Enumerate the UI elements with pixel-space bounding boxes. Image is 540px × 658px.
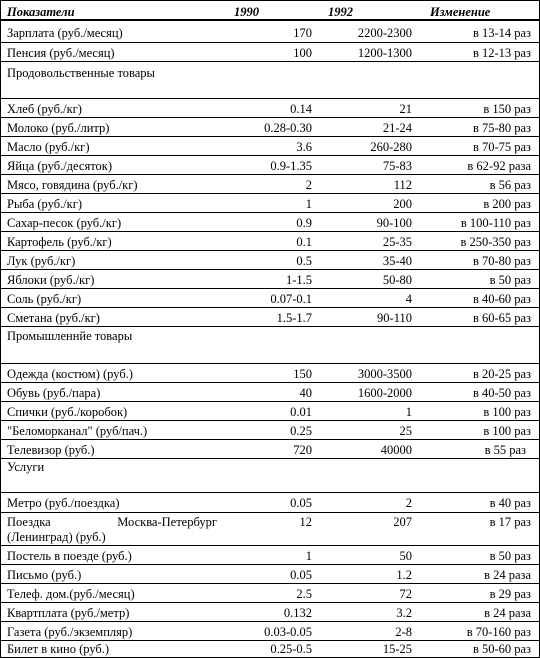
- row-value-1992: 50: [399, 549, 412, 563]
- row-value-1990: 0.1: [296, 235, 312, 249]
- row-label: Письмо (руб.): [7, 568, 82, 582]
- section-row: [1, 459, 539, 493]
- row-value-1990: 0.9: [296, 216, 312, 230]
- table-row: [1, 383, 539, 402]
- table-row: [1, 118, 539, 137]
- row-label: Картофель (руб./кг): [7, 235, 112, 249]
- row-value-1990: 0.01: [290, 405, 312, 419]
- row-value-1990: 40: [299, 386, 312, 400]
- row-value-1990: 0.05: [290, 496, 312, 510]
- table-row: [1, 584, 539, 603]
- table-row: [1, 308, 539, 327]
- row-value-1992: 1.2: [396, 568, 412, 582]
- row-value-1992: 40000: [380, 443, 412, 457]
- row-change: в 75-80 раз: [472, 121, 531, 135]
- row-change: в 70-75 раз: [472, 140, 531, 154]
- row-label: Квартплата (руб./метр): [7, 606, 130, 620]
- row-change: в 24 раза: [484, 568, 531, 582]
- section-row: [1, 62, 539, 99]
- row-change: в 70-80 раз: [472, 254, 531, 268]
- table-row: [1, 641, 539, 657]
- table-row: [1, 175, 539, 194]
- row-value-1990: 12: [299, 515, 312, 529]
- table-row: [1, 232, 539, 251]
- row-value-1992: 207: [393, 515, 412, 529]
- row-value-1990: 1.5-1.7: [276, 311, 312, 325]
- row-label-line-1: Поездка Москва-Петербург: [7, 515, 217, 529]
- row-value-1990: 0.28-0.30: [264, 121, 312, 135]
- row-value-1992: 112: [393, 178, 412, 192]
- row-change: в 200 раз: [483, 197, 531, 211]
- row-value-1992: 21: [399, 102, 412, 116]
- row-label: Хлеб (руб./кг): [7, 102, 82, 116]
- section-title: Услуги: [7, 460, 45, 474]
- row-value-1990: 0.25-0.5: [270, 642, 312, 656]
- row-change: в 50-60 раз: [472, 642, 531, 656]
- table-row: [1, 565, 539, 584]
- row-change: в 24 раза: [484, 606, 531, 620]
- row-value-1992: 1: [405, 405, 412, 419]
- table-row: [1, 493, 539, 513]
- row-value-1992: 75-83: [382, 159, 412, 173]
- row-change: в 40-50 раз: [472, 386, 531, 400]
- row-value-1990: 0.14: [290, 102, 312, 116]
- row-value-1992: 21-24: [382, 121, 412, 135]
- row-value-1990: 0.05: [290, 568, 312, 582]
- row-label: Яблоки (руб./кг): [7, 273, 95, 287]
- table-row: [1, 364, 539, 383]
- header-1990: 1990: [234, 5, 259, 19]
- section-title: Промышленнйе товары: [7, 329, 133, 343]
- table-row: [1, 194, 539, 213]
- row-change: в 12-13 раз: [472, 46, 531, 60]
- row-value-1992: 1600-2000: [357, 386, 412, 400]
- row-value-1992: 200: [393, 197, 412, 211]
- header-indicators: Показатели: [7, 5, 75, 19]
- row-value-1992: 1200-1300: [357, 46, 412, 60]
- table-row: [1, 213, 539, 232]
- row-value-1990: 150: [293, 367, 312, 381]
- row-label: [7, 515, 217, 545]
- table-row: [1, 270, 539, 289]
- row-change: в 70-160 раз: [466, 625, 531, 639]
- row-value-1990: 0.5: [296, 254, 312, 268]
- table-row: [1, 402, 539, 421]
- row-value-1990: 0.132: [283, 606, 312, 620]
- row-label: Рыба (руб./кг): [7, 197, 83, 211]
- table-row: [1, 43, 539, 62]
- row-change: в 250-350 раз: [460, 235, 531, 249]
- row-label: Спички (руб./коробок): [7, 405, 128, 419]
- row-value-1990: 1-1.5: [285, 273, 312, 287]
- row-label: Газета (руб./экземпляр): [7, 625, 133, 639]
- row-value-1990: 170: [293, 26, 312, 40]
- row-label: Телевизор (руб.): [7, 443, 95, 457]
- table-row: [1, 156, 539, 175]
- row-label-line-2: (Ленинград) (руб.): [7, 530, 106, 544]
- section-row: [1, 327, 539, 364]
- row-change: в 62-92 раза: [467, 159, 531, 173]
- row-value-1992: 2-8: [395, 625, 412, 639]
- table-row: [1, 21, 539, 43]
- row-value-1992: 2: [405, 496, 412, 510]
- row-value-1992: 4: [405, 292, 412, 306]
- row-change: в 20-25 раз: [472, 367, 531, 381]
- table-row: [1, 137, 539, 156]
- row-label: Телеф. дом.(руб./месяц): [7, 587, 135, 601]
- row-value-1990: 3.6: [296, 140, 312, 154]
- row-value-1992: 2200-2300: [357, 26, 412, 40]
- row-label: Молоко (руб./литр): [7, 121, 110, 135]
- row-change: в 40-60 раз: [472, 292, 531, 306]
- row-change: в 13-14 раз: [472, 26, 531, 40]
- row-value-1990: 1: [305, 197, 312, 211]
- row-change: в 100 раз: [483, 405, 531, 419]
- header-1992: 1992: [328, 5, 353, 19]
- row-value-1992: 72: [399, 587, 412, 601]
- row-change: в 55 раз: [484, 443, 526, 457]
- row-label: Сахар-песок (руб./кг): [7, 216, 122, 230]
- table-row: [1, 289, 539, 308]
- row-label: Билет в кино (руб.): [7, 642, 110, 656]
- row-value-1992: 25: [399, 424, 412, 438]
- row-label: Постель в поезде (руб.): [7, 549, 132, 563]
- row-value-1990: 1: [305, 549, 312, 563]
- row-value-1990: 0.25: [290, 424, 312, 438]
- row-label: Масло (руб./кг): [7, 140, 90, 154]
- row-label: Яйца (руб./десяток): [7, 159, 112, 173]
- row-value-1990: 720: [293, 443, 312, 457]
- table-row: [1, 99, 539, 118]
- row-value-1990: 2.5: [296, 587, 312, 601]
- row-label: Соль (руб./кг): [7, 292, 82, 306]
- row-label: "Беломорканал" (руб/пач.): [7, 424, 148, 438]
- row-value-1992: 260-280: [370, 140, 412, 154]
- row-label: Мясо, говядина (руб./кг): [7, 178, 138, 192]
- row-change: в 40 раз: [489, 496, 531, 510]
- row-value-1992: 3000-3500: [357, 367, 412, 381]
- table-row: [1, 251, 539, 270]
- row-change: в 29 раз: [489, 587, 531, 601]
- row-label: Зарплата (руб./месяц): [7, 26, 123, 40]
- row-change: в 100 раз: [483, 424, 531, 438]
- row-change: в 56 раз: [489, 178, 531, 192]
- table-row: [1, 440, 539, 459]
- row-value-1992: 3.2: [396, 606, 412, 620]
- section-title: Продовольственные товары: [7, 66, 155, 80]
- row-label: Пенсия (руб./месяц): [7, 46, 115, 60]
- row-change: в 50 раз: [489, 273, 531, 287]
- row-change: в 60-65 раз: [472, 311, 531, 325]
- table-row: [1, 546, 539, 565]
- row-value-1990: 0.07-0.1: [270, 292, 312, 306]
- row-label: Лук (руб./кг): [7, 254, 76, 268]
- row-label: Обувь (руб./пара): [7, 386, 101, 400]
- table-row: [1, 603, 539, 622]
- row-label: Одежда (костюм) (руб.): [7, 367, 133, 381]
- row-value-1992: 90-110: [377, 311, 412, 325]
- table-row: [1, 513, 539, 546]
- table-header: [1, 1, 539, 21]
- table-row: [1, 421, 539, 440]
- row-change: в 17 раз: [489, 515, 531, 529]
- row-change: в 50 раз: [489, 549, 531, 563]
- header-change: Изменение: [430, 5, 491, 19]
- row-value-1992: 15-25: [382, 642, 412, 656]
- row-label: Метро (руб./поездка): [7, 496, 120, 510]
- row-value-1992: 50-80: [382, 273, 412, 287]
- row-value-1990: 2: [305, 178, 312, 192]
- row-value-1990: 0.9-1.35: [270, 159, 312, 173]
- table-row: [1, 622, 539, 641]
- row-label: Сметана (руб./кг): [7, 311, 100, 325]
- row-value-1992: 90-100: [376, 216, 412, 230]
- row-value-1990: 100: [293, 46, 312, 60]
- row-change: в 100-110 раз: [460, 216, 531, 230]
- row-change: в 150 раз: [483, 102, 531, 116]
- row-value-1990: 0.03-0.05: [264, 625, 312, 639]
- row-value-1992: 25-35: [382, 235, 412, 249]
- row-value-1992: 35-40: [382, 254, 412, 268]
